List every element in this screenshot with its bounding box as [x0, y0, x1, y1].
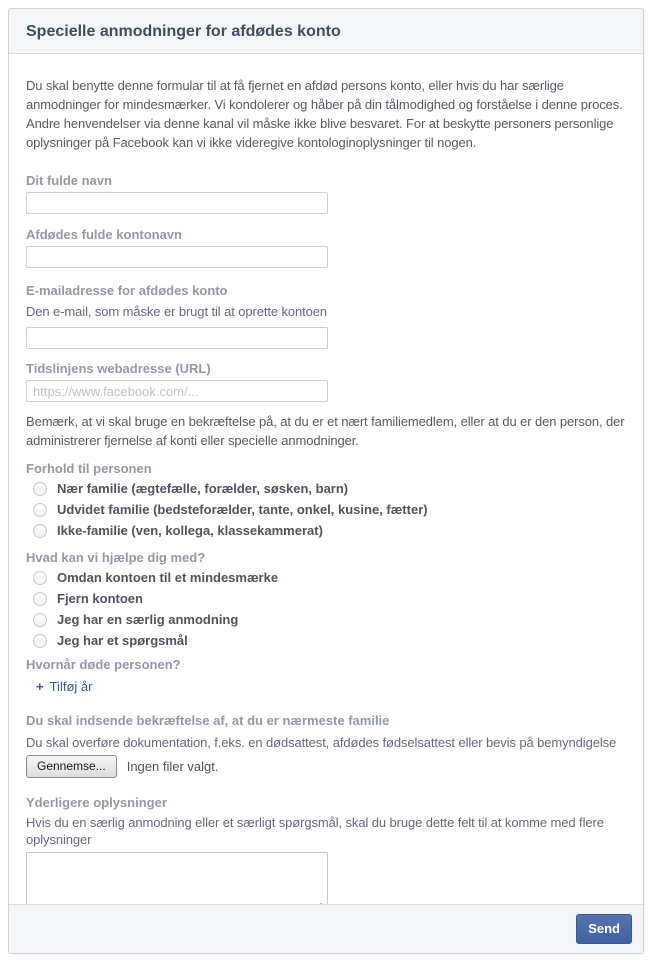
- intro-text: Du skal benytte denne formular til at få fjernet en afdød persons konto, eller hvis du har særlige anmodninger for mindesmærker. Vi kondolerer og håber på din tålmodighed og forståelse i denne proces. Andre henvendelser via denne kanal vil måske ikke blive besvaret. For at beskytte personers personlige oplysninger på Facebook kan vi ikke videregive kontologinoplysninger til nogen.: [26, 78, 623, 150]
- plus-icon: +: [36, 679, 44, 694]
- page-title: Specielle anmodninger for afdødes konto: [26, 23, 341, 40]
- radio-button-icon[interactable]: [33, 482, 47, 496]
- additional-info-textarea[interactable]: [26, 852, 328, 904]
- radio-extended-family[interactable]: Udvidet familie (bedsteforælder, tante, onkel, kusine, fætter): [33, 502, 627, 518]
- form-body: [9, 54, 643, 904]
- verification-note: Bemærk, at vi skal bruge en bekræftelse på, at du er et nært familiemedlem, eller at du er den person, der administrerer fjernelse af konti eller specielle anmodninger.: [26, 414, 625, 448]
- additional-info-helper: Hvis du en særlig anmodning eller et særligt spørgsmål, skal du bruge dette felt til at komme med flere oplysninger: [26, 815, 604, 847]
- email-input[interactable]: [26, 327, 328, 349]
- add-year-link[interactable]: [36, 680, 92, 694]
- radio-close-family[interactable]: Nær familie (ægtefælle, forælder, søsken, barn): [33, 481, 627, 497]
- timeline-url-input[interactable]: [26, 380, 328, 402]
- email-helper: Den e-mail, som måske er brugt til at oprette kontoen: [26, 304, 328, 319]
- add-year-label: Tilføj år: [49, 679, 93, 694]
- radio-button-icon[interactable]: [33, 634, 47, 648]
- radio-question[interactable]: Jeg har et spørgsmål: [33, 633, 627, 649]
- account-name-input[interactable]: [26, 246, 328, 268]
- browse-button[interactable]: Gennemse...: [26, 755, 117, 778]
- email-label: E-mailadresse for afdødes konto: [26, 283, 228, 298]
- full-name-label: Dit fulde navn: [26, 173, 112, 188]
- no-file-selected-text: Ingen filer valgt.: [126, 759, 219, 774]
- panel-footer: [9, 904, 643, 953]
- help-group-label: Hvad kan vi hjælpe dig med?: [26, 550, 206, 565]
- radio-non-family[interactable]: Ikke-familie (ven, kollega, klassekammerat): [33, 523, 627, 539]
- radio-memorialize-account[interactable]: Omdan kontoen til et mindesmærke: [33, 570, 627, 586]
- file-upload-row: [26, 755, 627, 778]
- timeline-url-label: Tidslinjens webadresse (URL): [26, 361, 211, 376]
- verification-helper: Du skal overføre dokumentation, f.eks. en dødsattest, afdødes fødselsattest eller bevis på bemyndigelse: [26, 735, 617, 750]
- additional-info-wrap: [26, 852, 328, 904]
- panel-header: [9, 9, 643, 54]
- radio-button-icon[interactable]: [33, 592, 47, 606]
- verification-section-label: Du skal indsende bekræftelse af, at du er nærmeste familie: [26, 713, 390, 728]
- radio-special-request[interactable]: Jeg har en særlig anmodning: [33, 612, 627, 628]
- help-radio-group: [26, 570, 627, 649]
- death-date-label: Hvornår døde personen?: [26, 657, 181, 672]
- radio-remove-account[interactable]: Fjern kontoen: [33, 591, 627, 607]
- radio-button-icon[interactable]: [33, 524, 47, 538]
- radio-button-icon[interactable]: [33, 571, 47, 585]
- additional-info-label: Yderligere oplysninger: [26, 795, 167, 810]
- radio-button-icon[interactable]: [33, 503, 47, 517]
- special-requests-panel: [8, 8, 644, 954]
- account-name-label: Afdødes fulde kontonavn: [26, 227, 182, 242]
- relationship-group-label: Forhold til personen: [26, 461, 152, 476]
- relationship-radio-group: [26, 481, 627, 539]
- radio-button-icon[interactable]: [33, 613, 47, 627]
- full-name-input[interactable]: [26, 192, 328, 214]
- send-button[interactable]: Send: [576, 914, 632, 944]
